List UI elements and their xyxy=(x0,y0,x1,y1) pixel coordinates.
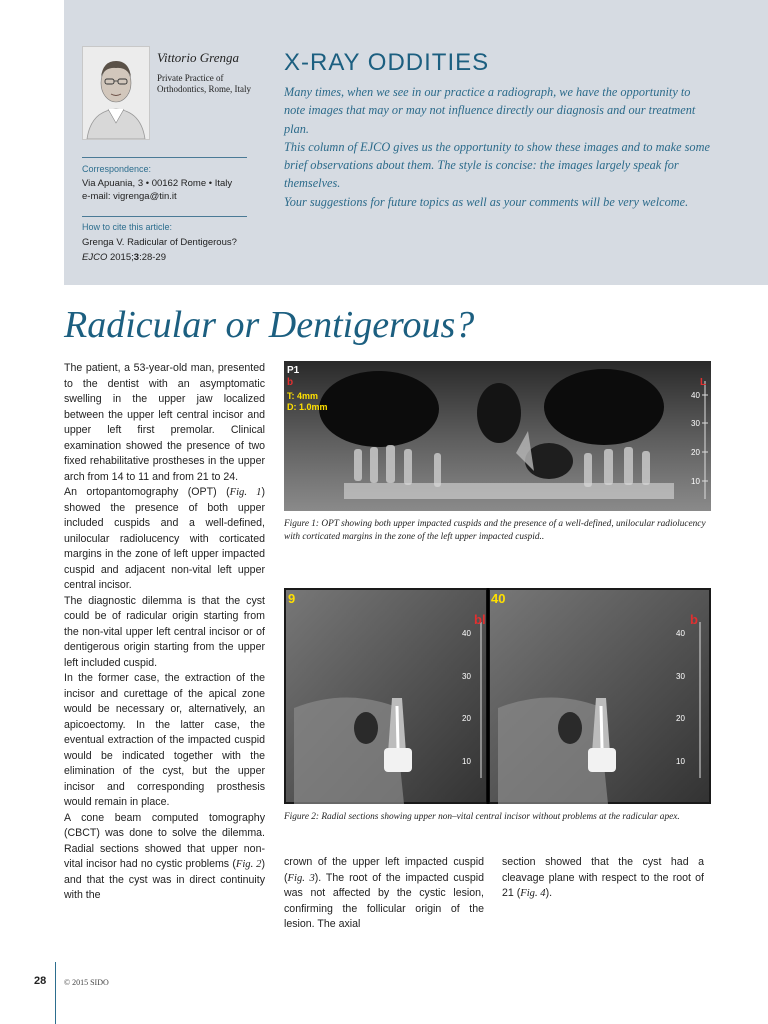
intro-text xyxy=(284,83,712,211)
body-text: An ortopantomography (OPT) ( xyxy=(64,486,230,498)
scale-label: 30 xyxy=(691,419,700,428)
body-text: crown of the upper left impacted cuspid ( xyxy=(284,856,484,884)
body-text: ) showed the presence of both upper included cuspids and a well-defined, unilocular radiolucency with corticated margins in the zone of left upper impacted cuspid and adjacent non-vital left upper central incisor. xyxy=(64,486,265,591)
copyright: © 2015 SIDO xyxy=(64,978,109,987)
section-title: X-RAY ODDITIES xyxy=(284,49,490,76)
cite-journal: EJCO xyxy=(82,252,108,263)
body-paragraph xyxy=(284,855,484,933)
figure-reference: Fig. 1 xyxy=(229,487,262,498)
scale-label: 30 xyxy=(462,672,471,681)
author-portrait-image xyxy=(83,47,149,139)
intro-paragraph-3: Your suggestions for future topics as well as your comments will be very welcome. xyxy=(284,194,689,209)
cite-volume: 3 xyxy=(133,252,140,263)
scale-label: 20 xyxy=(676,714,685,723)
figure-reference: Fig. 4 xyxy=(520,888,546,899)
figure-1-label-distance: D: 1.0mm xyxy=(287,402,328,412)
body-paragraph: In the former case, the extraction of the incisor and curettage of the apical zone would be necessary or, alternatively, an apicoectomy. In the latter case, the eventual extraction of the impacted cuspid would be indicated together with the elimination of the cyst, but the upper incisor and corresponding prosthesis would remain in place. xyxy=(64,672,265,808)
intro-paragraph-2: This column of EJCO gives us the opportunity to show these images and to make some brief observations about them. The style is concise: the images largely speak for themselves. xyxy=(284,139,710,191)
figure-2-left-tag: bl xyxy=(474,612,486,627)
figure-2-caption: Figure 2: Radial sections showing upper non–vital central incisor without problems at the radicular apex. xyxy=(284,812,680,822)
scale-label: 40 xyxy=(462,629,471,638)
cite-year: 2015; xyxy=(107,252,134,263)
figure-1-opt-radiograph xyxy=(284,361,711,511)
body-column-2 xyxy=(284,855,484,933)
scale-label: 40 xyxy=(691,391,700,400)
figure-1-caption: Figure 1: OPT showing both upper impacted cuspids and the presence of a well-defined, unilocular radiolucency with corticated margins in the zone of the left upper impacted cuspid.. xyxy=(284,519,706,542)
scale-label: 20 xyxy=(691,448,700,457)
figure-1-label-p1: P1 xyxy=(287,365,300,376)
body-column-3 xyxy=(502,855,704,902)
body-paragraph xyxy=(502,855,704,902)
body-paragraph: The patient, a 53-year-old man, presented to the dentist with an asymptomatic swelling in the upper jaw localized between the upper left central incisor and upper left first premolar. Clinical examination showed the presence of two fixed rehabilitative prostheses in the upper arch from 14 to 11 and from 21 to 24. xyxy=(64,362,265,483)
figure-2-radial-sections xyxy=(284,588,711,804)
body-paragraph xyxy=(64,485,265,594)
page-number: 28 xyxy=(34,975,47,987)
cite-divider xyxy=(82,216,247,217)
correspondence-address: Via Apuania, 3 • 00162 Rome • Italy xyxy=(82,178,233,189)
scale-label: 10 xyxy=(676,757,685,766)
scale-label: 40 xyxy=(676,629,685,638)
footer-rule xyxy=(55,962,56,1024)
figure-reference: Fig. 3 xyxy=(287,872,315,884)
body-column-1 xyxy=(64,361,265,904)
body-text: A cone beam computed tomography (CBCT) was done to solve the dilemma. Radial sections showed that upper non-vital incisor had no cystic problems ( xyxy=(64,811,265,870)
body-text: section showed that the cyst had a cleavage plane with respect to the root of 21 ( xyxy=(502,856,704,899)
body-paragraph xyxy=(64,811,265,904)
intro-paragraph-1: Many times, when we see in our practice a radiograph, we have the opportunity to note images that may or may not influence directly our diagnosis and our treatment plan. xyxy=(284,85,696,136)
body-text: ). xyxy=(545,887,553,899)
author-name: Vittorio Grenga xyxy=(157,50,239,65)
cite-label: How to cite this article: xyxy=(82,222,173,232)
correspondence-label: Correspondence: xyxy=(82,164,152,174)
author-photo xyxy=(82,46,150,140)
cite-pages: :28-29 xyxy=(139,252,166,263)
figure-2-right-tag: b xyxy=(690,612,698,627)
scale-label: 10 xyxy=(691,477,700,486)
article-title: Radicular or Dentigerous? xyxy=(64,304,475,346)
correspondence-divider xyxy=(82,157,247,158)
body-paragraph: The diagnostic dilemma is that the cyst could be of radicular origin starting from the non-vital upper left central incisor or of dentigerous origin starting from the upper left included cuspid. xyxy=(64,594,265,669)
figure-1-label-thickness: T: 4mm xyxy=(287,391,319,401)
figure-1-label-l: L xyxy=(700,377,707,388)
scale-label: 30 xyxy=(676,672,685,681)
figure-reference: Fig. 2 xyxy=(235,859,262,870)
figure-1-label-b: b xyxy=(287,377,294,388)
body-text: ) and that the cyst was in direct continuity with the xyxy=(64,858,265,901)
figure-2-left-slice-number: 9 xyxy=(288,591,296,606)
scale-label: 10 xyxy=(462,757,471,766)
figure-2-right-slice-number: 40 xyxy=(491,591,506,606)
body-text: ). The root of the impacted cuspid was not affected by the cystic lesion, confirming the follicular origin of the lesion. The axial xyxy=(284,871,484,930)
scale-label: 20 xyxy=(462,714,471,723)
cite-reference xyxy=(82,251,166,264)
correspondence-email[interactable]: e-mail: vigrenga@tin.it xyxy=(82,191,177,202)
cite-text: Grenga V. Radicular of Dentigerous? xyxy=(82,237,237,248)
author-affiliation: Private Practice of Orthodontics, Rome, Italy xyxy=(157,73,251,94)
